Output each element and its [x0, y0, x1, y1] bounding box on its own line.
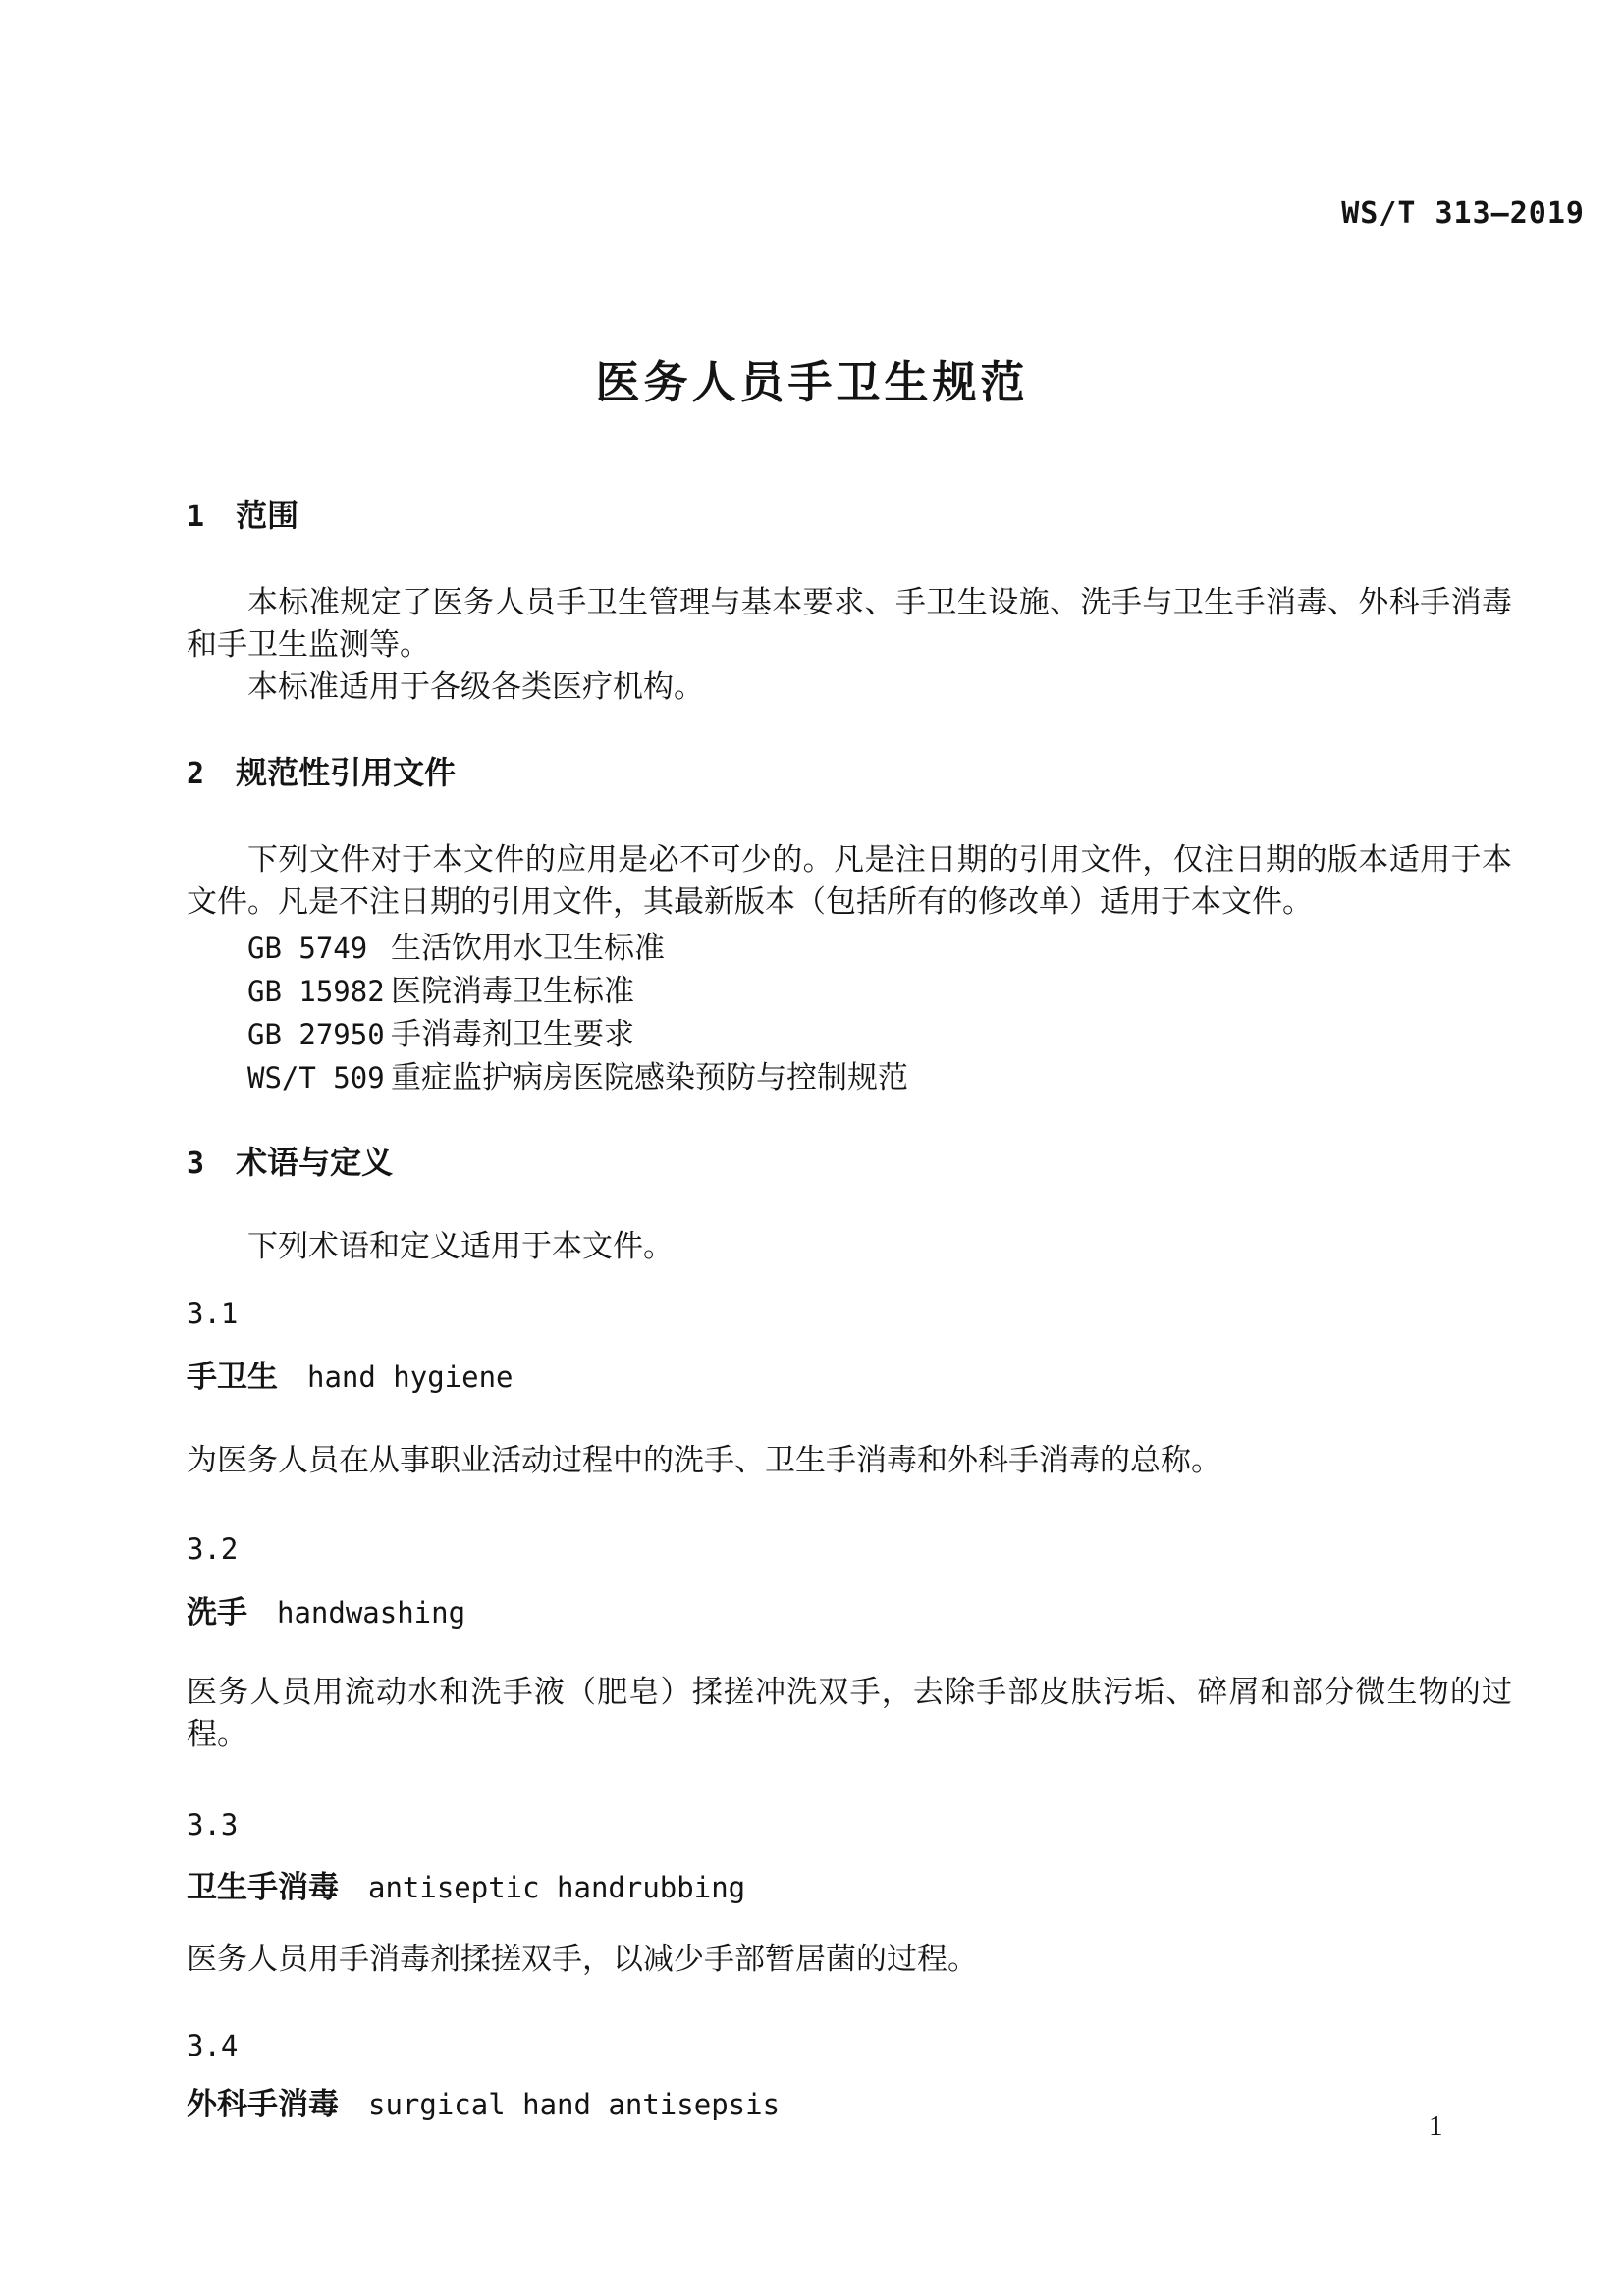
terms-intro: 下列术语和定义适用于本文件。: [247, 1229, 674, 1263]
section-terms-heading: [187, 1141, 1512, 1186]
term-entry: [187, 1866, 1512, 1909]
reference-list: [187, 927, 1512, 1099]
section-references-heading: [187, 751, 1512, 796]
term-definition: 医务人员用手消毒剂揉搓双手，以减少手部暂居菌的过程。: [187, 1942, 978, 1976]
term-zh: 外科手消毒: [187, 2087, 339, 2121]
reference-title: 医院消毒卫生标准: [391, 974, 634, 1008]
reference-item: [187, 970, 1512, 1013]
page-title: 医务人员手卫生规范: [595, 357, 1029, 407]
term-number: 3.4: [187, 2029, 239, 2062]
term-definition: 为医务人员在从事职业活动过程中的洗手、卫生手消毒和外科手消毒的总称。: [187, 1443, 1221, 1477]
section-scope-number: 1: [187, 500, 205, 534]
term-number: 3.3: [187, 1808, 239, 1842]
term-number: 3.2: [187, 1532, 239, 1566]
page-number: 1: [1429, 2110, 1443, 2142]
term-number: 3.1: [187, 1297, 239, 1330]
term-zh: 卫生手消毒: [187, 1870, 339, 1904]
reference-item: [187, 1056, 1512, 1099]
section-references-title: 规范性引用文件: [236, 755, 457, 790]
section-scope-title: 范围: [236, 498, 299, 533]
term-entry: [187, 1356, 1512, 1399]
reference-title: 手消毒剂卫生要求: [391, 1017, 634, 1051]
section-references-number: 2: [187, 757, 205, 791]
page-content: [187, 494, 1512, 2126]
term-entry: [187, 1591, 1512, 1634]
reference-code: GB 27950: [247, 1018, 385, 1051]
reference-code: GB 15982: [247, 975, 385, 1008]
section-terms-number: 3: [187, 1147, 205, 1181]
doc-code: WS/T 313—2019: [1341, 196, 1585, 231]
term-zh: 手卫生: [187, 1360, 278, 1394]
reference-item: [187, 1013, 1512, 1056]
term-en: surgical hand antisepsis: [368, 2088, 781, 2121]
references-intro: 下列文件对于本文件的应用是必不可少的。凡是注日期的引用文件，仅注日期的版本适用于本文件。凡是不注日期的引用文件，其最新版本（包括所有的修改单）适用于本文件。: [187, 842, 1512, 919]
section-scope-heading: [187, 494, 1512, 539]
scope-paragraph-2: 本标准适用于各级各类医疗机构。: [247, 669, 704, 704]
reference-code: GB 5749: [247, 932, 368, 965]
reference-item: [187, 927, 1512, 970]
section-terms-title: 术语与定义: [236, 1145, 394, 1180]
reference-title: 重症监护病房医院感染预防与控制规范: [391, 1060, 908, 1095]
reference-title: 生活饮用水卫生标准: [391, 931, 665, 965]
term-en: handwashing: [277, 1596, 466, 1629]
term-en: antiseptic handrubbing: [368, 1871, 746, 1904]
reference-code: WS/T 509: [247, 1061, 385, 1095]
term-en: hand hygiene: [307, 1361, 514, 1394]
scope-paragraph-1: 本标准规定了医务人员手卫生管理与基本要求、手卫生设施、洗手与卫生手消毒、外科手消毒和手卫生监测等。: [187, 585, 1512, 662]
term-zh: 洗手: [187, 1595, 247, 1629]
term-definition: 医务人员用流动水和洗手液（肥皂）揉搓冲洗双手，去除手部皮肤污垢、碎屑和部分微生物的过程。: [187, 1675, 1512, 1751]
term-entry: [187, 2083, 1512, 2126]
